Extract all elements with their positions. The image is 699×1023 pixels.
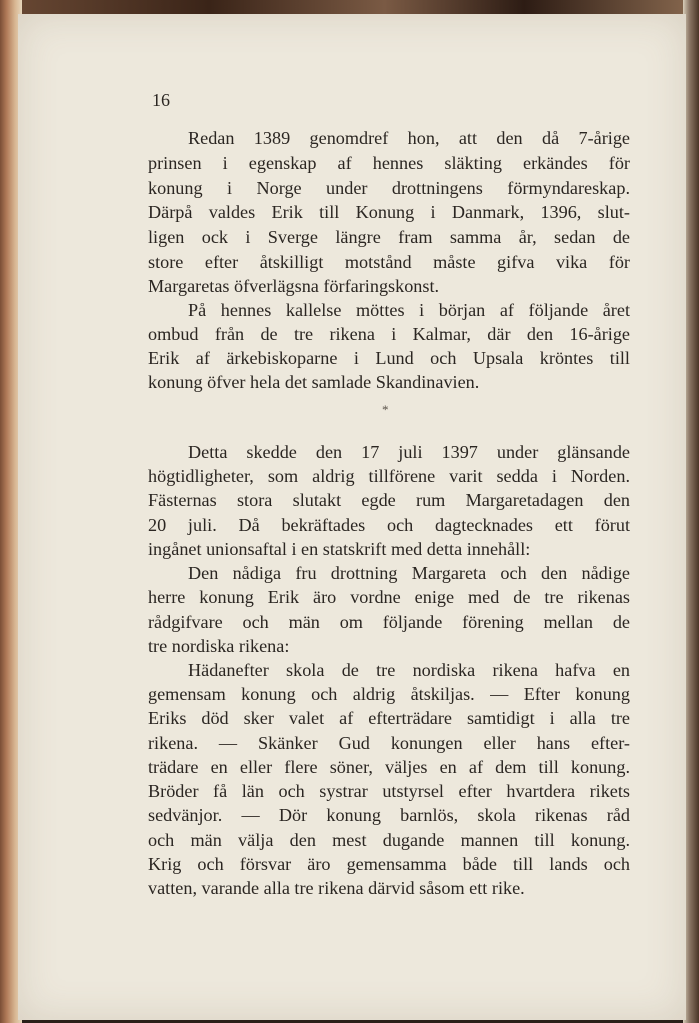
text-line: Redan 1389 genomdref hon, att den då 7-årige [188,128,630,148]
text-line: trädare en eller flere söner, väljes en af dem till konung. [148,757,630,777]
text-line: Eriks död sker valet af efterträdare samtidigt i alla tre [148,708,630,728]
text-line: gemensam konung och aldrig åtskiljas. — Efter konung [148,684,630,704]
text-line: herre konung Erik äro vordne enige med de tre rikenas [148,587,630,607]
text-line: ingånet unionsaftal i en statskrift med detta innehåll: [148,539,531,559]
text-line: 20 juli. Då bekräftades och dagtecknades ett förut [148,515,630,535]
text-line: sedvänjor. — Dör konung barnlös, skola rikenas råd [148,805,630,825]
text-line: Margaretas öfverlägsna förfaringskonst. [148,276,440,296]
text-line: Den nådiga fru drottning Margareta och den nådige [188,563,630,583]
text-line: rådgifvare och män om följande förening mellan de [148,612,630,632]
text-line: vatten, varande alla tre rikena därvid såsom ett rike. [148,878,525,898]
text-line: konung öfver hela det samlade Skandinavien. [148,372,480,392]
text-line: Krig och försvar äro gemensamma både till lands och [148,854,630,874]
text-line: Erik af ärkebiskoparne i Lund och Upsala kröntes till [148,348,630,368]
text-line: store efter åtskilligt motstånd måste gifva vika för [148,252,630,272]
text-line: ligen ock i Sverge längre fram samma år, sedan de [148,227,630,247]
text-line: Detta skedde den 17 juli 1397 under glänsande [188,442,630,462]
text-line: Hädanefter skola de tre nordiska rikena hafva en [188,660,630,680]
text-line: På hennes kallelse möttes i början af följande året [188,300,630,320]
text-line: och män välja den mest dugande mannen till konung. [148,830,630,850]
text-line: Bröder få län och systrar utstyrsel efter hvartdera rikets [148,781,630,801]
text-line: rikena. — Skänker Gud konungen eller hans efter- [148,733,630,753]
text-line: prinsen i egenskap af hennes släkting erkändes för [148,153,630,173]
section-separator: * [382,402,389,417]
page-number: 16 [152,90,170,110]
text-line: Fästernas stora slutakt egde rum Margaretadagen den [148,490,630,510]
text-line: konung i Norge under drottningens förmyndareskap. [148,178,630,198]
text-line: ombud från de tre rikena i Kalmar, där den 16-årige [148,324,630,344]
text-line: högtidligheter, som aldrig tillförene varit sedda i Norden. [148,466,630,486]
text-line: Därpå valdes Erik till Konung i Danmark, 1396, slut- [148,202,630,222]
text-line: tre nordiska rikena: [148,636,290,656]
